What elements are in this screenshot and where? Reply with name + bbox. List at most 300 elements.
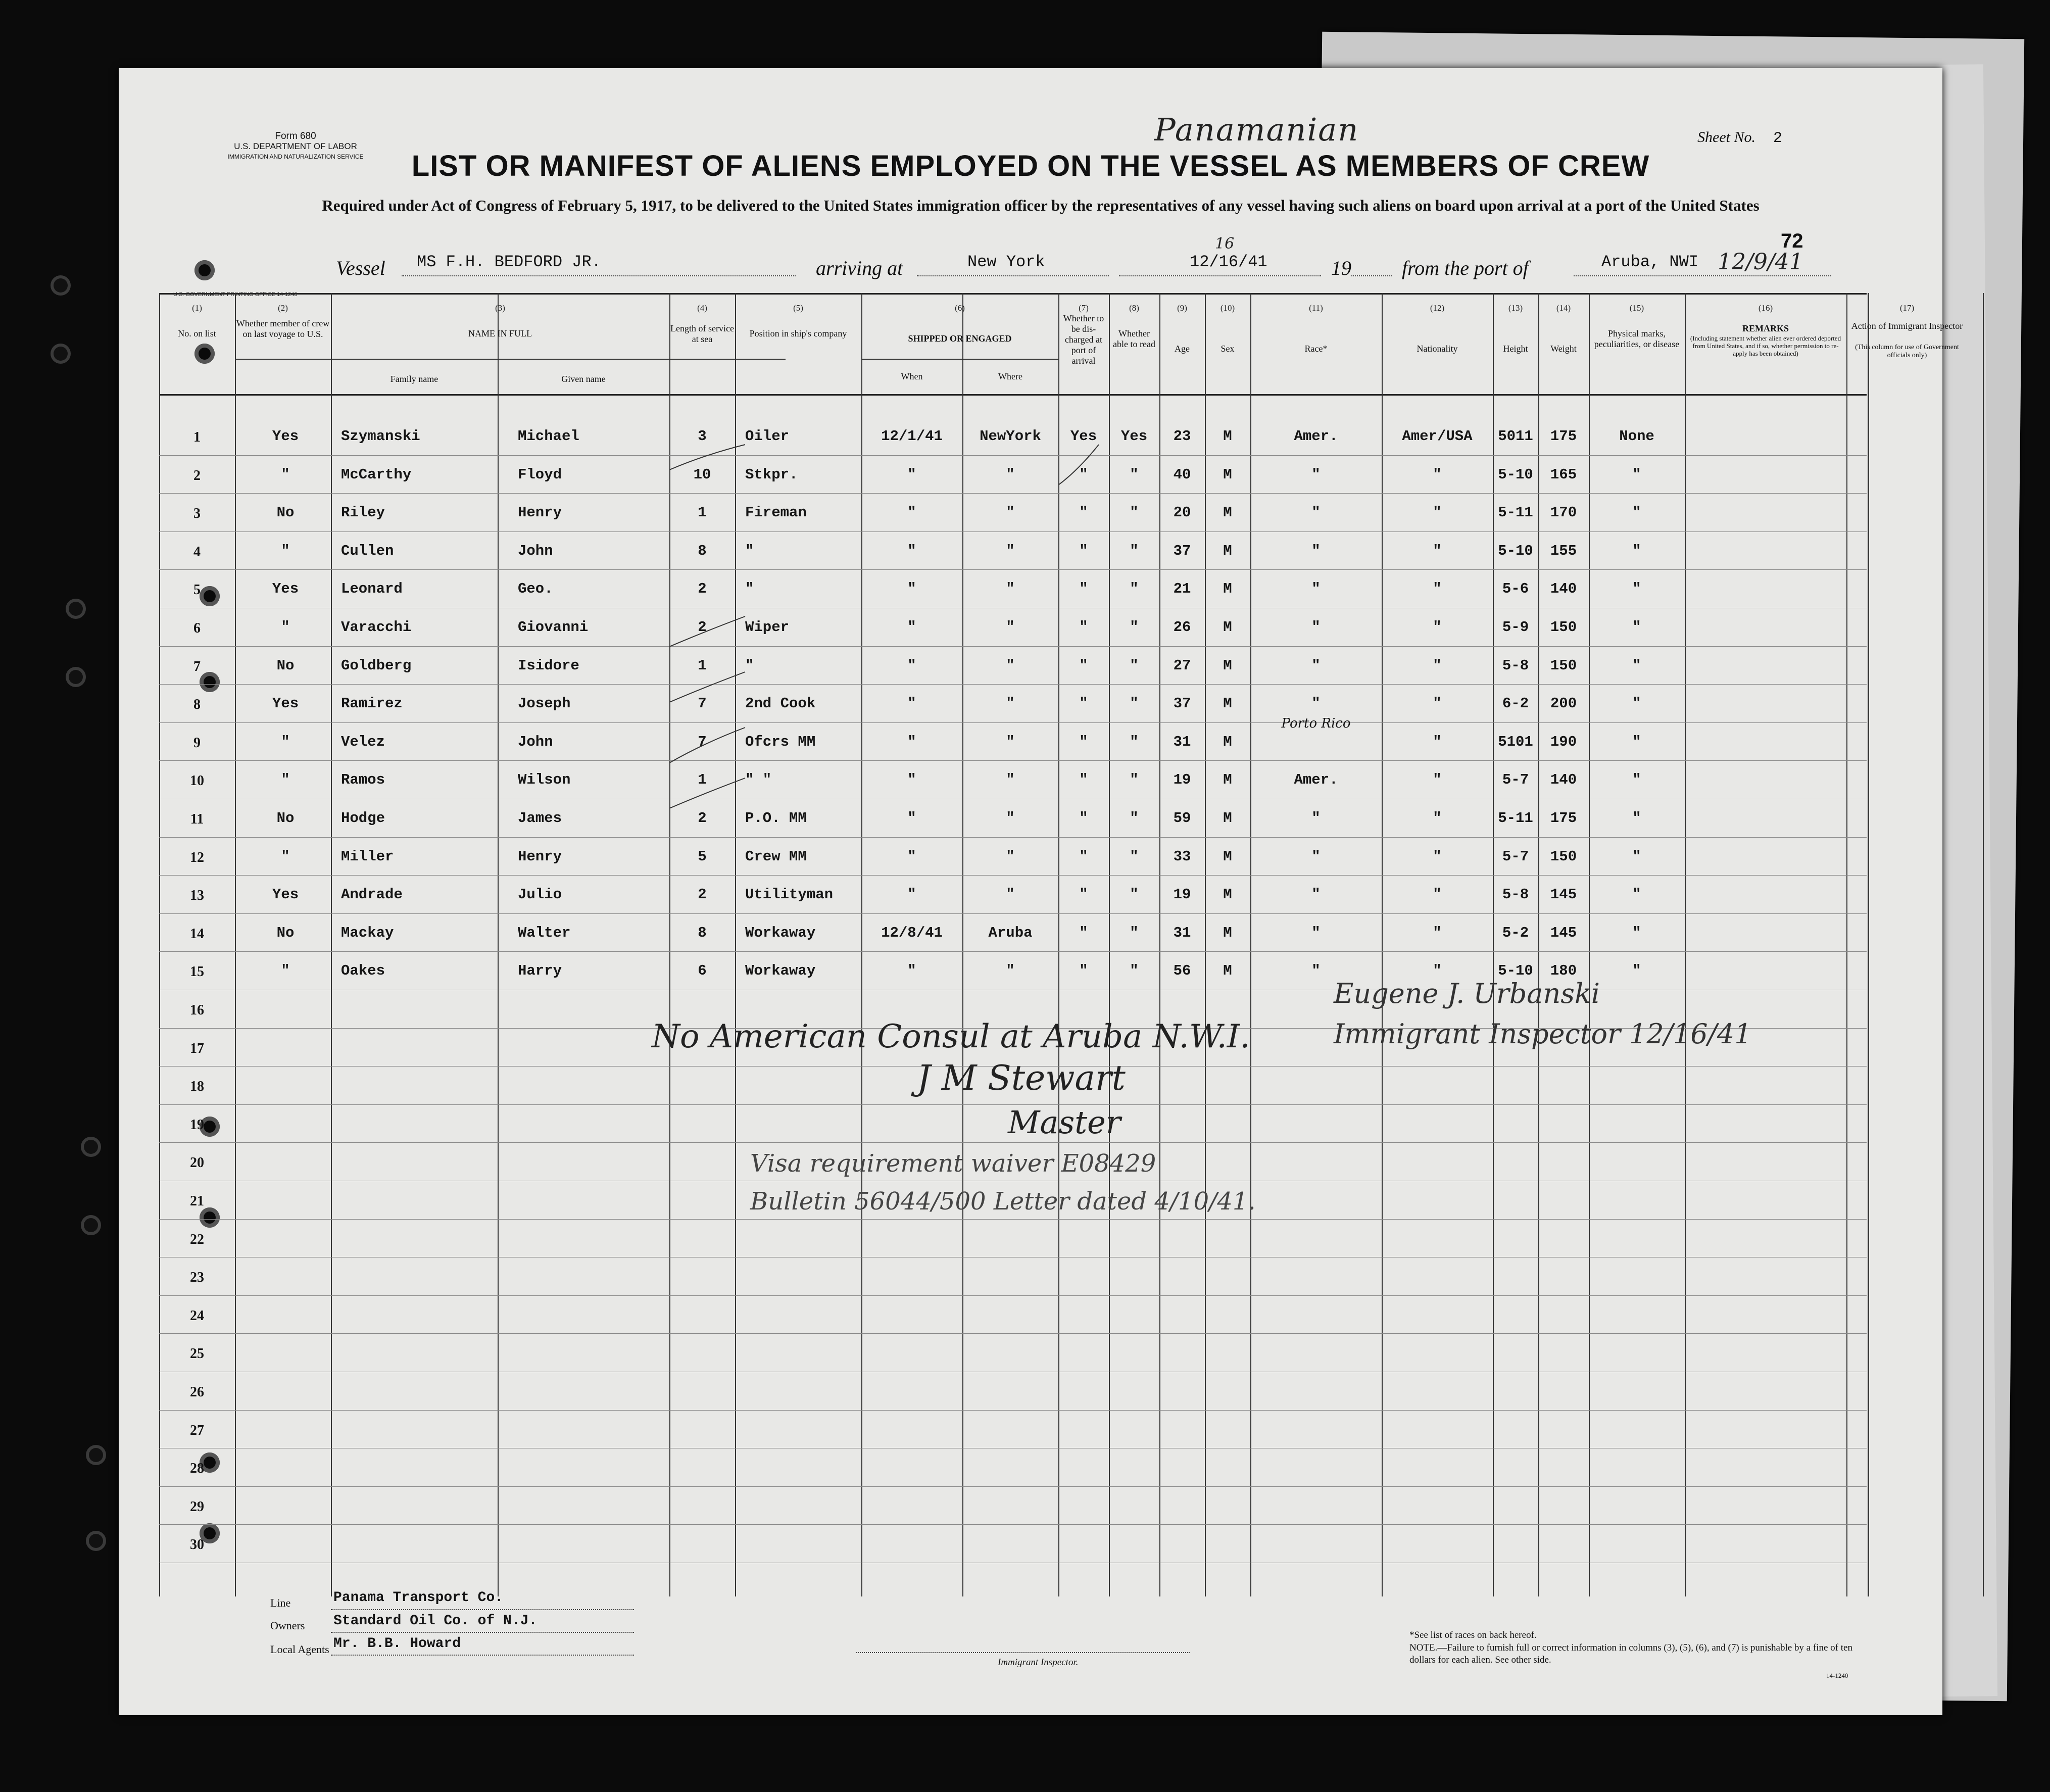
position-cell: " " xyxy=(745,771,772,789)
shipped-where-cell: " xyxy=(1006,542,1015,559)
family-name-cell: Leonard xyxy=(341,580,403,598)
colnum-2: (2) xyxy=(278,303,288,313)
shipped-when-cell: " xyxy=(907,733,916,750)
shipped-where-cell: Aruba xyxy=(988,924,1033,941)
height-cell: 5011 xyxy=(1498,428,1533,445)
owners-value: Standard Oil Co. of N.J. xyxy=(333,1613,538,1629)
row-number: 1 xyxy=(193,429,201,445)
master-title: Master xyxy=(1008,1104,1121,1141)
colnum-9: (9) xyxy=(1177,303,1187,313)
page-subtitle: Required under Act of Congress of February 5, 1917, to be delivered to the United States immigration officer by the representatives of any vessel having such aliens on board upon arrival at a port of the United States xyxy=(322,197,1760,214)
binder-hole xyxy=(81,1137,101,1157)
discharged-cell: " xyxy=(1079,695,1088,712)
family-name-cell: Mackay xyxy=(341,924,394,941)
able-to-read-cell: " xyxy=(1130,810,1139,827)
position-cell: " xyxy=(745,542,754,559)
length-service-cell: 10 xyxy=(693,466,711,483)
given-name-cell: Julio xyxy=(518,886,562,903)
age-cell: 23 xyxy=(1173,428,1191,445)
colnum-1: (1) xyxy=(192,303,202,313)
height-cell: 5-10 xyxy=(1498,962,1533,980)
last-voyage-cell: " xyxy=(281,542,290,559)
discharged-cell: " xyxy=(1079,466,1088,483)
position-cell: Crew MM xyxy=(745,848,807,865)
discharged-cell: " xyxy=(1079,733,1088,750)
master-signature: J M Stewart xyxy=(917,1058,1126,1098)
tally-check-marks xyxy=(119,293,1942,1682)
header-physical-marks: Physical marks, peculiarities, or disease xyxy=(1594,328,1680,349)
race-cell: " xyxy=(1311,542,1321,559)
age-cell: 59 xyxy=(1173,810,1191,827)
nationality-cell: " xyxy=(1433,962,1442,980)
weight-cell: 175 xyxy=(1550,810,1577,827)
header-remarks: REMARKS xyxy=(1742,323,1789,333)
discharged-cell: " xyxy=(1079,580,1088,598)
last-voyage-cell: " xyxy=(281,466,290,483)
colnum-15: (15) xyxy=(1629,303,1644,313)
able-to-read-cell: " xyxy=(1130,848,1139,865)
given-name-cell: Harry xyxy=(518,962,562,980)
physical-marks-cell: " xyxy=(1632,695,1641,712)
given-name-cell: Giovanni xyxy=(518,619,589,636)
shipped-when-cell: " xyxy=(907,962,916,980)
length-service-cell: 7 xyxy=(698,695,707,712)
colnum-7: (7) xyxy=(1079,303,1089,313)
age-cell: 19 xyxy=(1173,771,1191,789)
nationality-cell: " xyxy=(1433,810,1442,827)
arriving-port: New York xyxy=(967,253,1045,271)
shipped-where-cell: " xyxy=(1006,657,1015,674)
last-voyage-cell: " xyxy=(281,619,290,636)
age-cell: 37 xyxy=(1173,542,1191,559)
header-discharged: Whether to be dis-charged at port of arrival xyxy=(1063,313,1104,366)
nationality-cell: " xyxy=(1433,657,1442,674)
row-number: 10 xyxy=(190,773,204,789)
height-cell: 5-2 xyxy=(1502,924,1529,941)
length-service-cell: 2 xyxy=(698,886,707,903)
physical-marks-cell: " xyxy=(1632,886,1641,903)
position-cell: Utilityman xyxy=(745,886,834,903)
given-name-cell: Wilson xyxy=(518,771,571,789)
family-name-cell: Andrade xyxy=(341,886,403,903)
shipped-where-cell: " xyxy=(1006,504,1015,521)
header-length-service: Length of service at sea xyxy=(670,323,734,344)
owners-label: Owners xyxy=(270,1619,305,1632)
colnum-11: (11) xyxy=(1309,303,1323,313)
sheet-label: Sheet No. xyxy=(1697,129,1755,146)
weight-cell: 140 xyxy=(1550,771,1577,789)
weight-cell: 165 xyxy=(1550,466,1577,483)
nationality-cell: " xyxy=(1433,695,1442,712)
row-number: 2 xyxy=(193,467,201,483)
row-number: 6 xyxy=(193,620,201,636)
race-cell: " xyxy=(1311,848,1321,865)
family-name-cell: Velez xyxy=(341,733,385,750)
weight-cell: 150 xyxy=(1550,848,1577,865)
discharged-cell: " xyxy=(1079,657,1088,674)
visa-waiver-note: Visa requirement waiver E08429 xyxy=(750,1149,1156,1178)
colnum-12: (12) xyxy=(1430,303,1445,313)
given-name-cell: Joseph xyxy=(518,695,571,712)
weight-cell: 155 xyxy=(1550,542,1577,559)
colnum-4: (4) xyxy=(697,303,707,313)
age-cell: 37 xyxy=(1173,695,1191,712)
page-title: LIST OR MANIFEST OF ALIENS EMPLOYED ON THE VESSEL AS MEMBERS OF CREW xyxy=(411,150,1650,182)
age-cell: 31 xyxy=(1173,733,1191,750)
row-number: 18 xyxy=(190,1079,204,1095)
header-weight: Weight xyxy=(1550,344,1577,354)
shipped-where-cell: " xyxy=(1006,580,1015,598)
race-cell: " xyxy=(1311,924,1321,941)
weight-cell: 145 xyxy=(1550,886,1577,903)
year-label: 19 xyxy=(1331,257,1351,279)
race-cell: Amer. xyxy=(1294,771,1338,789)
discharged-cell: " xyxy=(1079,771,1088,789)
row-number: 26 xyxy=(190,1384,204,1400)
sex-cell: M xyxy=(1223,886,1232,903)
given-name-cell: John xyxy=(518,733,553,750)
shipped-where-cell: " xyxy=(1006,466,1015,483)
shipped-where-cell: " xyxy=(1006,771,1015,789)
physical-marks-cell: " xyxy=(1632,619,1641,636)
agents-label: Local Agents xyxy=(270,1643,329,1656)
able-to-read-cell: " xyxy=(1130,924,1139,941)
sheet-value: 2 xyxy=(1773,130,1782,147)
row-number: 4 xyxy=(193,544,201,560)
row-number: 28 xyxy=(190,1461,204,1477)
given-name-cell: Walter xyxy=(518,924,571,941)
consul-note: No American Consul at Aruba N.W.I. xyxy=(652,1018,1250,1055)
shipped-when-cell: " xyxy=(907,771,916,789)
shipped-where-cell: " xyxy=(1006,619,1015,636)
family-name-cell: Szymanski xyxy=(341,428,420,445)
position-cell: Workaway xyxy=(745,924,816,941)
age-cell: 26 xyxy=(1173,619,1191,636)
sex-cell: M xyxy=(1223,466,1232,483)
colnum-17: (17) xyxy=(1899,303,1915,313)
family-name-cell: Ramos xyxy=(341,771,385,789)
physical-marks-cell: " xyxy=(1632,504,1641,521)
line-label: Line xyxy=(270,1596,291,1609)
shipped-when-cell: " xyxy=(907,466,916,483)
family-name-cell: Riley xyxy=(341,504,385,521)
family-name-cell: Miller xyxy=(341,848,394,865)
length-service-cell: 8 xyxy=(698,542,707,559)
last-voyage-cell: Yes xyxy=(272,886,299,903)
shipped-when-cell: " xyxy=(907,810,916,827)
discharged-cell: " xyxy=(1079,962,1088,980)
last-voyage-cell: No xyxy=(276,657,295,674)
discharged-cell: " xyxy=(1079,924,1088,941)
vessel-name: MS F.H. BEDFORD JR. xyxy=(417,253,601,271)
weight-cell: 150 xyxy=(1550,619,1577,636)
family-name-cell: Cullen xyxy=(341,542,394,559)
shipped-where-cell: " xyxy=(1006,962,1015,980)
able-to-read-cell: Yes xyxy=(1120,428,1148,445)
header-action-note: (This column for use of Government officials only) xyxy=(1855,344,1959,359)
length-service-cell: 3 xyxy=(698,428,707,445)
physical-marks-cell: " xyxy=(1632,733,1641,750)
race-cell: Porto Rico xyxy=(1281,715,1351,731)
physical-marks-cell: " xyxy=(1632,657,1641,674)
age-cell: 21 xyxy=(1173,580,1191,598)
header-last-voyage: Whether member of crew on last voyage to U.S. xyxy=(236,318,330,339)
able-to-read-cell: " xyxy=(1130,504,1139,521)
header-family-name: Family name xyxy=(390,374,438,384)
height-cell: 5-8 xyxy=(1502,657,1529,674)
binder-hole xyxy=(66,667,86,687)
family-name-cell: Varacchi xyxy=(341,619,412,636)
header-action-inspector: Action of Immigrant Inspector xyxy=(1851,321,1963,331)
age-cell: 27 xyxy=(1173,657,1191,674)
age-cell: 20 xyxy=(1173,504,1191,521)
discharged-cell: " xyxy=(1079,810,1088,827)
discharged-cell: " xyxy=(1079,848,1088,865)
row-number: 3 xyxy=(193,506,201,522)
given-name-cell: Henry xyxy=(518,848,562,865)
header-given-name: Given name xyxy=(561,374,606,384)
physical-marks-cell: " xyxy=(1632,848,1641,865)
row-number: 17 xyxy=(190,1040,204,1056)
height-cell: 5-10 xyxy=(1498,466,1533,483)
given-name-cell: Geo. xyxy=(518,580,553,598)
last-voyage-cell: Yes xyxy=(272,428,299,445)
colnum-14: (14) xyxy=(1556,303,1571,313)
race-cell: " xyxy=(1311,657,1321,674)
height-cell: 5-11 xyxy=(1498,504,1533,521)
colnum-8: (8) xyxy=(1129,303,1139,313)
row-number: 9 xyxy=(193,735,201,751)
able-to-read-cell: " xyxy=(1130,733,1139,750)
binder-hole xyxy=(51,275,71,296)
weight-cell: 145 xyxy=(1550,924,1577,941)
physical-marks-cell: None xyxy=(1619,428,1654,445)
family-name-cell: Oakes xyxy=(341,962,385,980)
last-voyage-cell: " xyxy=(281,848,290,865)
department-name: U.S. DEPARTMENT OF LABOR xyxy=(234,141,357,151)
binder-hole xyxy=(66,599,86,619)
from-port: Aruba, NWI xyxy=(1601,253,1699,271)
physical-marks-cell: " xyxy=(1632,962,1641,980)
race-cell: " xyxy=(1311,810,1321,827)
row-number: 20 xyxy=(190,1155,204,1171)
last-voyage-cell: " xyxy=(281,733,290,750)
agents-value: Mr. B.B. Howard xyxy=(333,1636,461,1652)
discharged-cell: " xyxy=(1079,886,1088,903)
last-voyage-cell: " xyxy=(281,771,290,789)
row-number: 7 xyxy=(193,658,201,674)
shipped-when-cell: 12/8/41 xyxy=(881,924,943,941)
position-cell: Oiler xyxy=(745,428,790,445)
shipped-where-cell: " xyxy=(1006,695,1015,712)
row-number: 13 xyxy=(190,888,204,904)
weight-cell: 175 xyxy=(1550,428,1577,445)
colnum-16: (16) xyxy=(1758,303,1773,313)
binder-hole xyxy=(86,1445,106,1465)
position-cell: " xyxy=(745,580,754,598)
binder-hole xyxy=(51,344,71,364)
position-cell: P.O. MM xyxy=(745,810,807,827)
race-cell: " xyxy=(1311,695,1321,712)
inspector-name: Eugene J. Urbanski xyxy=(1334,978,1600,1009)
sex-cell: M xyxy=(1223,542,1232,559)
length-service-cell: 2 xyxy=(698,619,707,636)
weight-cell: 180 xyxy=(1550,962,1577,980)
shipped-where-cell: " xyxy=(1006,886,1015,903)
colnum-10: (10) xyxy=(1220,303,1235,313)
height-cell: 5-7 xyxy=(1502,848,1529,865)
shipped-when-cell: 12/1/41 xyxy=(881,428,943,445)
able-to-read-cell: " xyxy=(1130,886,1139,903)
from-label: from the port of xyxy=(1402,257,1529,279)
family-name-cell: McCarthy xyxy=(341,466,412,483)
last-voyage-cell: Yes xyxy=(272,695,299,712)
inspector-title: Immigrant Inspector 12/16/41 xyxy=(1334,1018,1752,1050)
nationality-cell: " xyxy=(1433,886,1442,903)
shipped-when-cell: " xyxy=(907,886,916,903)
last-voyage-cell: No xyxy=(276,810,295,827)
row-number: 16 xyxy=(190,1002,204,1018)
given-name-cell: James xyxy=(518,810,562,827)
printing-office: U.S. GOVERNMENT PRINTING OFFICE 14-1240 xyxy=(173,292,298,298)
row-number: 14 xyxy=(190,926,204,942)
sex-cell: M xyxy=(1223,733,1232,750)
row-number: 21 xyxy=(190,1193,204,1209)
given-name-cell: John xyxy=(518,542,553,559)
weight-cell: 200 xyxy=(1550,695,1577,712)
line-value: Panama Transport Co. xyxy=(333,1590,504,1606)
nationality-cell: " xyxy=(1433,848,1442,865)
nationality-cell: " xyxy=(1433,504,1442,521)
shipped-where-cell: " xyxy=(1006,733,1015,750)
manifest-table xyxy=(119,293,1963,1682)
shipped-when-cell: " xyxy=(907,504,916,521)
colnum-5: (5) xyxy=(793,303,803,313)
sex-cell: M xyxy=(1223,810,1232,827)
height-cell: 5-6 xyxy=(1502,580,1529,598)
height-cell: 5-9 xyxy=(1502,619,1529,636)
able-to-read-cell: " xyxy=(1130,466,1139,483)
nationality-cell: " xyxy=(1433,580,1442,598)
weight-cell: 170 xyxy=(1550,504,1577,521)
form-number: Form 680 xyxy=(275,131,316,141)
row-number: 22 xyxy=(190,1231,204,1247)
height-cell: 6-2 xyxy=(1502,695,1529,712)
able-to-read-cell: " xyxy=(1130,771,1139,789)
physical-marks-cell: " xyxy=(1632,580,1641,598)
manifest-page xyxy=(119,68,1963,1715)
race-cell: " xyxy=(1311,962,1321,980)
row-number: 11 xyxy=(190,811,204,827)
penalty-note: NOTE.—Failure to furnish full or correct information in columns (3), (5), (6), and (7) is punishable by a fine of ten dollars for each alien. See other side. xyxy=(1409,1642,1852,1665)
race-cell: " xyxy=(1311,886,1321,903)
length-service-cell: 5 xyxy=(698,848,707,865)
handwritten-nationality: Panamanian xyxy=(1154,111,1359,148)
colnum-13: (13) xyxy=(1508,303,1523,313)
age-cell: 56 xyxy=(1173,962,1191,980)
race-cell: Amer. xyxy=(1294,428,1338,445)
physical-marks-cell: " xyxy=(1632,771,1641,789)
length-service-cell: 6 xyxy=(698,962,707,980)
family-name-cell: Ramirez xyxy=(341,695,403,712)
nationality-cell: " xyxy=(1433,733,1442,750)
nationality-cell: " xyxy=(1433,924,1442,941)
physical-marks-cell: " xyxy=(1632,542,1641,559)
given-name-cell: Henry xyxy=(518,504,562,521)
age-cell: 19 xyxy=(1173,886,1191,903)
last-voyage-cell: Yes xyxy=(272,580,299,598)
discharged-cell: Yes xyxy=(1070,428,1097,445)
departure-date: 12/9/41 xyxy=(1718,249,1803,275)
position-cell: Stkpr. xyxy=(745,466,798,483)
discharged-cell: " xyxy=(1079,542,1088,559)
position-cell: Ofcrs MM xyxy=(745,733,816,750)
able-to-read-cell: " xyxy=(1130,962,1139,980)
position-cell: " xyxy=(745,657,754,674)
header-age: Age xyxy=(1175,344,1190,354)
race-cell: " xyxy=(1311,504,1321,521)
shipped-when-cell: " xyxy=(907,619,916,636)
last-voyage-cell: No xyxy=(276,924,295,941)
header-no-on-list: No. on list xyxy=(178,328,216,338)
race-note: *See list of races on back hereof. xyxy=(1409,1630,1537,1640)
physical-marks-cell: " xyxy=(1632,924,1641,941)
discharged-cell: " xyxy=(1079,504,1088,521)
height-cell: 5-8 xyxy=(1502,886,1529,903)
given-name-cell: Isidore xyxy=(518,657,579,674)
form-code: 14-1240 xyxy=(1826,1672,1848,1679)
header-nationality: Nationality xyxy=(1417,344,1458,354)
header-position: Position in ship's company xyxy=(749,328,847,338)
length-service-cell: 1 xyxy=(698,657,707,674)
length-service-cell: 7 xyxy=(698,733,707,750)
able-to-read-cell: " xyxy=(1130,619,1139,636)
row-number: 29 xyxy=(190,1498,204,1515)
service-name: IMMIGRATION AND NATURALIZATION SERVICE xyxy=(227,153,364,160)
height-cell: 5-7 xyxy=(1502,771,1529,789)
sex-cell: M xyxy=(1223,504,1232,521)
sex-cell: M xyxy=(1223,428,1232,445)
given-name-cell: Michael xyxy=(518,428,579,445)
sex-cell: M xyxy=(1223,695,1232,712)
bulletin-note: Bulletin 56044/500 Letter dated 4/10/41. xyxy=(750,1187,1256,1216)
date-correction: 16 xyxy=(1215,235,1235,253)
shipped-when-cell: " xyxy=(907,580,916,598)
arriving-label: arriving at xyxy=(816,257,903,279)
discharged-cell: " xyxy=(1079,619,1088,636)
header-when: When xyxy=(901,371,923,381)
header-able-to-read: Whether able to read xyxy=(1113,328,1155,349)
row-number: 25 xyxy=(190,1346,204,1362)
family-name-cell: Goldberg xyxy=(341,657,412,674)
physical-marks-cell: " xyxy=(1632,466,1641,483)
inspector-caption: Immigrant Inspector. xyxy=(998,1657,1079,1668)
weight-cell: 150 xyxy=(1550,657,1577,674)
header-where: Where xyxy=(998,371,1022,381)
row-number: 15 xyxy=(190,964,204,980)
shipped-where-cell: " xyxy=(1006,810,1015,827)
row-number: 23 xyxy=(190,1270,204,1286)
length-service-cell: 2 xyxy=(698,810,707,827)
row-number: 30 xyxy=(190,1537,204,1553)
binder-hole xyxy=(81,1215,101,1235)
length-service-cell: 2 xyxy=(698,580,707,598)
last-voyage-cell: No xyxy=(276,504,295,521)
given-name-cell: Floyd xyxy=(518,466,562,483)
able-to-read-cell: " xyxy=(1130,657,1139,674)
sex-cell: M xyxy=(1223,657,1232,674)
weight-cell: 190 xyxy=(1550,733,1577,750)
